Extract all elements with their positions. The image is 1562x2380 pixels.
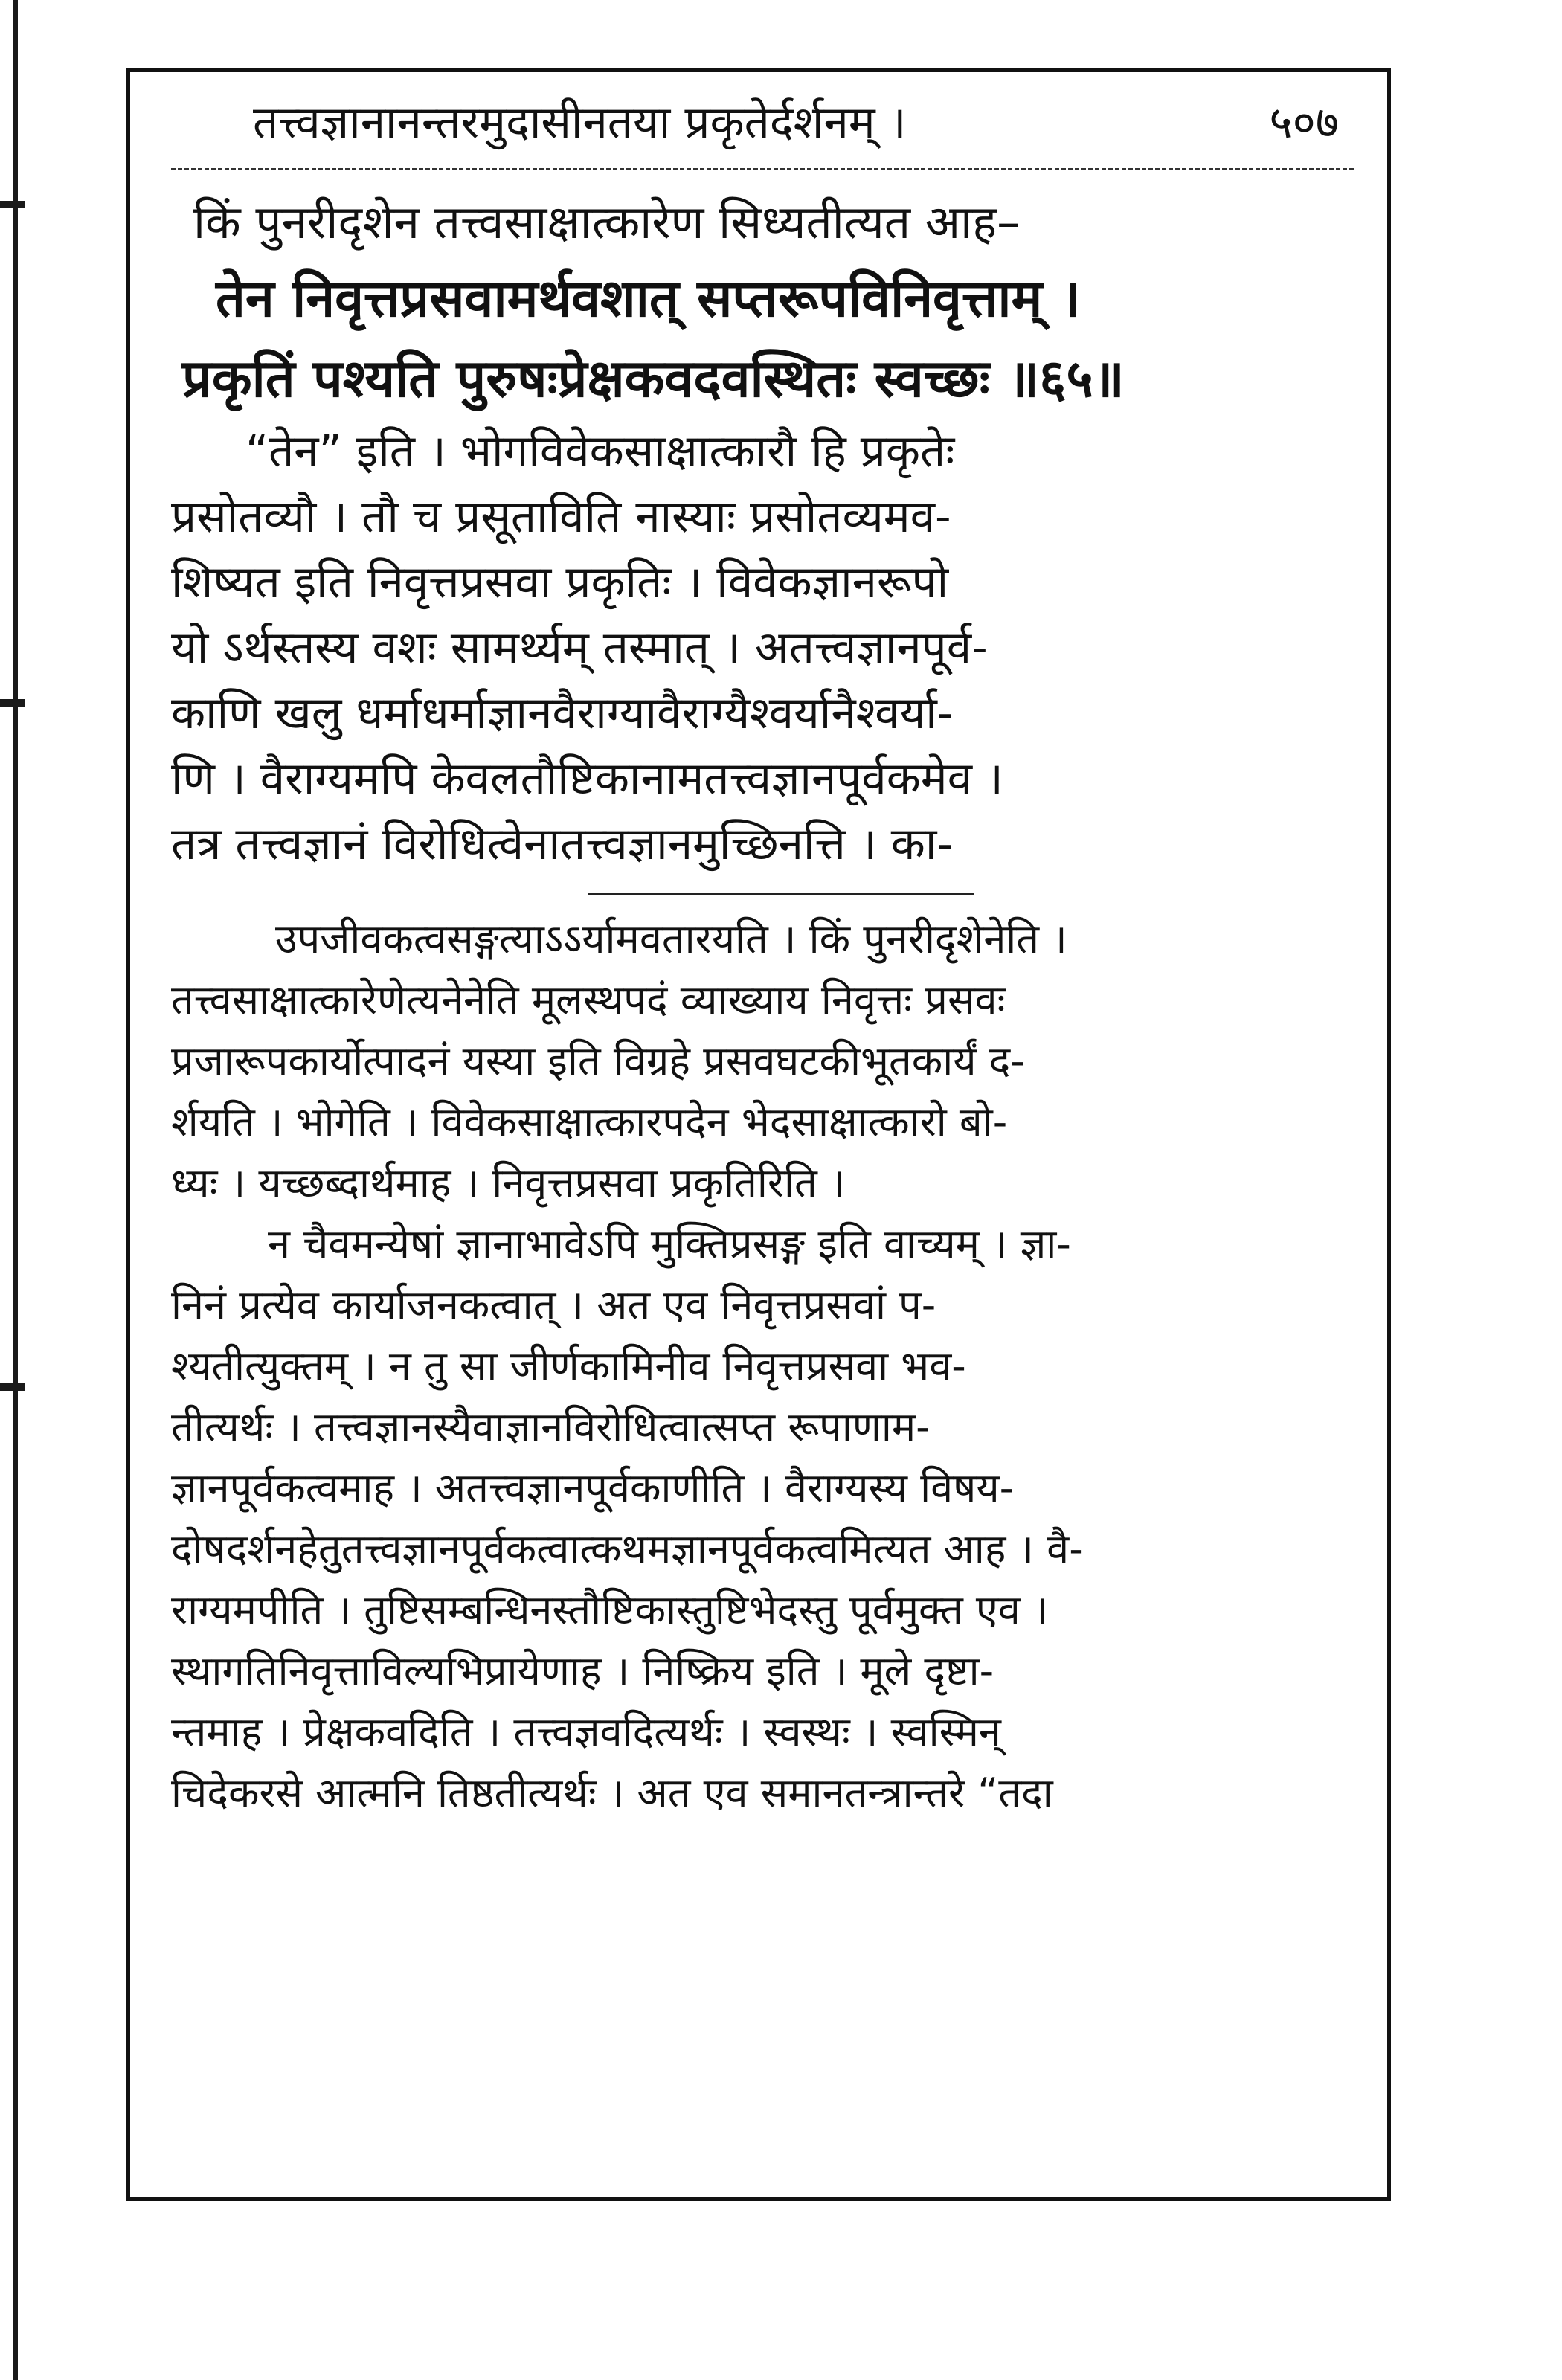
subcommentary-line: ध्यः । यच्छब्दार्थमाह । निवृत्तप्रसवा प्रकृतिरिति । — [171, 1160, 846, 1206]
karika-line: प्रकृतिं पश्यति पुरुषःप्रेक्षकवदवस्थितः स्वच्छः ॥६५॥ — [182, 347, 1125, 409]
commentary-block — [171, 419, 1354, 877]
subcommentary-line: न्तमाह । प्रेक्षकवदिति । तत्त्वज्ञवदित्यर्थः । स्वस्थः । स्वस्मिन् — [171, 1708, 1001, 1755]
karika-line: तेन निवृत्तप्रसवामर्थवशात् सप्तरूपविनिवृत्ताम् । — [216, 267, 1081, 329]
subcommentary-line: र्शयति । भोगेति । विवेकसाक्षात्कारपदेन भेदसाक्षात्कारो बो- — [171, 1099, 1008, 1145]
karika-verse — [171, 258, 1354, 419]
running-header — [171, 82, 1354, 164]
subcommentary-line: उपजीवकत्वसङ्गत्याऽऽर्यामवतारयति । किं पुनरीदृशेनेति । — [275, 916, 1067, 962]
subcommentary-line: निनं प्रत्येव कार्याजनकत्वात् । अत एव निवृत्तप्रसवां प- — [171, 1281, 936, 1328]
subcommentary-line: तीत्यर्थः । तत्त्वज्ञानस्यैवाज्ञानविरोधित्वात्सप्त रूपाणाम- — [171, 1403, 931, 1450]
binding-mark — [0, 1383, 25, 1391]
binding-edge — [13, 0, 18, 2380]
subcommentary-line: न चैवमन्येषां ज्ञानाभावेऽपि मुक्तिप्रसङ्ग इति वाच्यम् । ज्ञा- — [268, 1220, 1071, 1267]
commentary-line: प्रसोतव्यौ । तौ च प्रसूताविति नास्याः प्रसोतव्यमव- — [171, 491, 951, 543]
binding-mark — [0, 699, 25, 707]
subcommentary-line: प्रजारूपकार्योत्पादनं यस्या इति विग्रहे प्रसवघटकीभूतकार्यं द- — [171, 1038, 1025, 1084]
commentary-line: णि । वैराग्यमपि केवलतौष्टिकानामतत्त्वज्ञानपूर्वकमेव । — [171, 753, 1003, 805]
subcommentary-line: स्थागतिनिवृत्ताविल्यभिप्रायेणाह । निष्क्रिय इति । मूले दृष्टा- — [171, 1647, 994, 1694]
commentary-line: यो ऽर्थस्तस्य वशः सामर्थ्यम् तस्मात् । अतत्त्वज्ञानपूर्व- — [171, 622, 988, 674]
subcommentary-line: राग्यमपीति । तुष्टिसम्बन्धिनस्तौष्टिकास्तुष्टिभेदस्तु पूर्वमुक्त एव । — [171, 1586, 1049, 1633]
header-rule — [171, 168, 1354, 170]
footnote-separator — [588, 893, 974, 895]
binding-mark — [0, 201, 25, 208]
page-content — [171, 82, 1354, 1824]
frame-bottom-rule — [126, 2197, 1391, 2201]
subcommentary-line: ज्ञानपूर्वकत्वमाह । अतत्त्वज्ञानपूर्वकाणीति । वैराग्यस्य विषय- — [171, 1464, 1015, 1511]
commentary-line: तत्र तत्त्वज्ञानं विरोधित्वेनातत्त्वज्ञानमुच्छिनत्ति । का- — [171, 818, 954, 870]
intro-line: किं पुनरीदृशेन तत्त्वसाक्षात्कारेण सिध्यतीत्यत आह– — [193, 195, 1021, 249]
subcommentary-block — [171, 909, 1354, 1824]
commentary-line: काणि खलु धर्माधर्माज्ञानवैराग्यावैराग्यैश्वर्यानैश्वर्या- — [171, 687, 954, 739]
running-title: तत्त्वज्ञानानन्तरमुदासीनतया प्रकृतेर्दर्शनम् । — [253, 97, 907, 149]
subcommentary-line: चिदेकरसे आत्मनि तिष्ठतीत्यर्थः । अत एव समानतन्त्रान्तरे “तदा — [171, 1769, 1053, 1816]
page-number: ५०७ — [1269, 97, 1339, 149]
frame-top-rule — [126, 68, 1391, 72]
subcommentary-line: तत्त्वसाक्षात्कारेणेत्यनेनेति मूलस्थपदं व्याख्याय निवृत्तः प्रसवः — [171, 977, 1006, 1023]
subcommentary-line: श्यतीत्युक्तम् । न तु सा जीर्णकामिनीव निवृत्तप्रसवा भव- — [171, 1342, 966, 1389]
commentary-line: “तेन” इति । भोगविवेकसाक्षात्कारौ हि प्रकृतेः — [245, 425, 955, 477]
subcommentary-line: दोषदर्शनहेतुतत्त्वज्ञानपूर्वकत्वात्कथमज्ञानपूर्वकत्वमित्यत आह । वै- — [171, 1525, 1084, 1572]
commentary-line: शिष्यत इति निवृत्तप्रसवा प्रकृतिः । विवेकज्ञानरूपो — [171, 556, 949, 608]
